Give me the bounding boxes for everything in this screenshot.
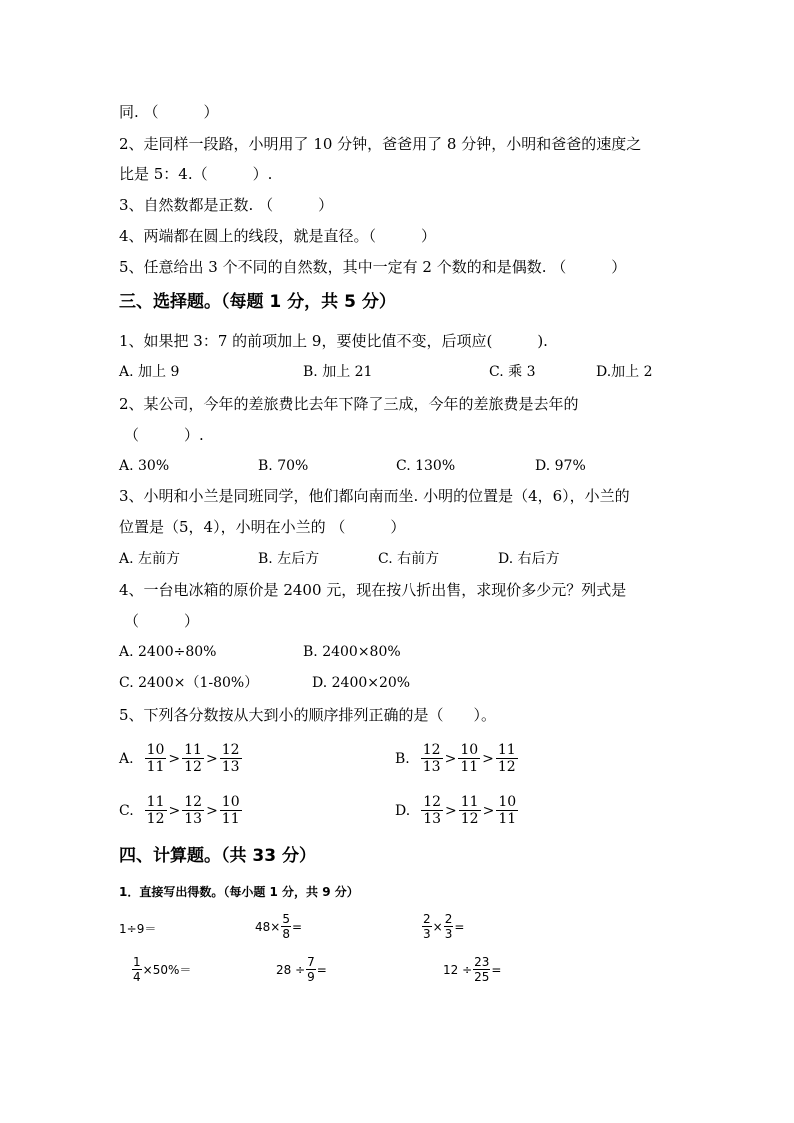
fraction: $\frac{2}{3}$ [444,912,453,941]
choice-q3-option-d: D. 右后方 [498,551,560,567]
fraction: $\frac{12}{13}$ [422,742,441,775]
judge-q5: 5、任意给出 3 个不同的自然数，其中一定有 2 个数的和是偶数. （ ） [119,258,627,276]
greater-than-sign: > [444,750,457,767]
fraction: $\frac{12}{13}$ [423,794,442,827]
choice-q5: 5、下列各分数按从大到小的顺序排列正确的是（ ）。 [119,706,497,724]
choice-q1-option-c: C. 乘 3 [489,364,536,380]
choice-q2-line1: 2、某公司，今年的差旅费比去年下降了三成，今年的差旅费是去年的 [119,395,579,413]
option-label: C. [119,802,134,819]
choice-q4-option-b: B. 2400×80% [303,644,401,660]
greater-than-sign: > [168,750,181,767]
judge-q4: 4、两端都在圆上的线段，就是直径。（ ） [119,227,437,245]
choice-q2-option-a: A. 30% [119,458,170,474]
choice-q4-line2: （ ） [124,612,200,630]
calc-item-5: 28 ÷ $\frac{7}{9}$ = [276,955,327,984]
option-label: A. [119,750,134,767]
judge-q3: 3、自然数都是正数. （ ） [119,196,334,214]
calc-item-1: 1÷9＝ [119,921,157,936]
judge-q1-tail: 同. （ ） [119,103,219,121]
calc-item-4: $\frac{1}{4}$ ×50%＝ [133,955,192,984]
choice-q3-option-b: B. 左后方 [258,551,320,567]
choice-q4-option-c: C. 2400×（1-80%） [119,675,259,691]
fraction: $\frac{7}{9}$ [307,955,315,984]
greater-than-sign: > [482,750,494,767]
fraction: $\frac{11}{12}$ [460,794,479,827]
greater-than-sign: > [445,802,457,819]
fraction: $\frac{12}{13}$ [184,794,203,827]
calc-item-6: 12 ÷ $\frac{23}{25}$ = [443,955,502,984]
section4-title: 四、计算题。（共 33 分） [119,846,316,866]
greater-than-sign: > [168,802,181,819]
calc-item-3: $\frac{2}{3}$ × $\frac{2}{3}$ = [423,912,465,941]
judge-q2-line2: 比是 5：4.（ ）. [119,165,273,183]
choice-q4-option-a: A. 2400÷80% [119,644,217,660]
choice-q2-option-d: D. 97% [535,458,586,474]
fraction: $\frac{5}{8}$ [282,912,290,941]
section4-sub1: 1．直接写出得数。（每小题 1 分，共 9 分） [119,885,359,899]
choice-q1-option-d: D.加上 2 [596,364,653,380]
judge-q2-line1: 2、走同样一段路，小明用了 10 分钟，爸爸用了 8 分钟，小明和爸爸的速度之 [119,135,642,153]
choice-q2-line2: （ ）. [124,426,204,444]
calc-item-2: 48× $\frac{5}{8}$ = [255,912,303,941]
fraction: $\frac{1}{4}$ [133,955,141,984]
choice-q2-option-b: B. 70% [258,458,309,474]
greater-than-sign: > [482,802,495,819]
greater-than-sign: > [206,802,218,819]
choice-q1-option-a: A. 加上 9 [119,364,180,380]
choice-q1-option-b: B. 加上 21 [303,364,373,380]
choice-q5-option-d [395,794,519,827]
choice-q4-option-d: D. 2400×20% [312,675,411,691]
fraction: $\frac{10}{11}$ [221,794,240,827]
fraction: $\frac{11}{12}$ [497,742,516,775]
choice-q2-option-c: C. 130% [396,458,456,474]
fraction: $\frac{12}{13}$ [221,742,240,775]
fraction: $\frac{11}{12}$ [146,794,165,827]
choice-q4-line1: 4、一台电冰箱的原价是 2400 元，现在按八折出售，求现价多少元？列式是 [119,581,627,599]
choice-q3-line2: 位置是（5，4），小明在小兰的 （ ） [119,518,406,536]
section3-title: 三、选择题。（每题 1 分，共 5 分） [119,292,396,312]
fraction: $\frac{10}{11}$ [498,794,517,827]
option-label: B. [395,750,410,767]
choice-q1: 1、如果把 3：7 的前项加上 9，要使比值不变，后项应( ). [119,332,548,350]
greater-than-sign: > [205,750,218,767]
fraction: $\frac{23}{25}$ [474,955,490,984]
fraction: $\frac{11}{12}$ [184,742,202,775]
choice-q3-option-a: A. 左前方 [119,551,181,567]
choice-q5-option-c [119,794,243,827]
option-label: D. [395,802,411,819]
fraction: $\frac{10}{11}$ [146,742,165,775]
fraction: $\frac{10}{11}$ [460,742,479,775]
choice-q5-option-b [395,742,519,775]
choice-q3-line1: 3、小明和小兰是同班同学，他们都向南而坐. 小明的位置是（4，6），小兰的 [119,487,630,505]
choice-q5-option-a [119,742,243,775]
choice-q3-option-c: C. 右前方 [378,551,440,567]
fraction: $\frac{2}{3}$ [423,912,431,941]
